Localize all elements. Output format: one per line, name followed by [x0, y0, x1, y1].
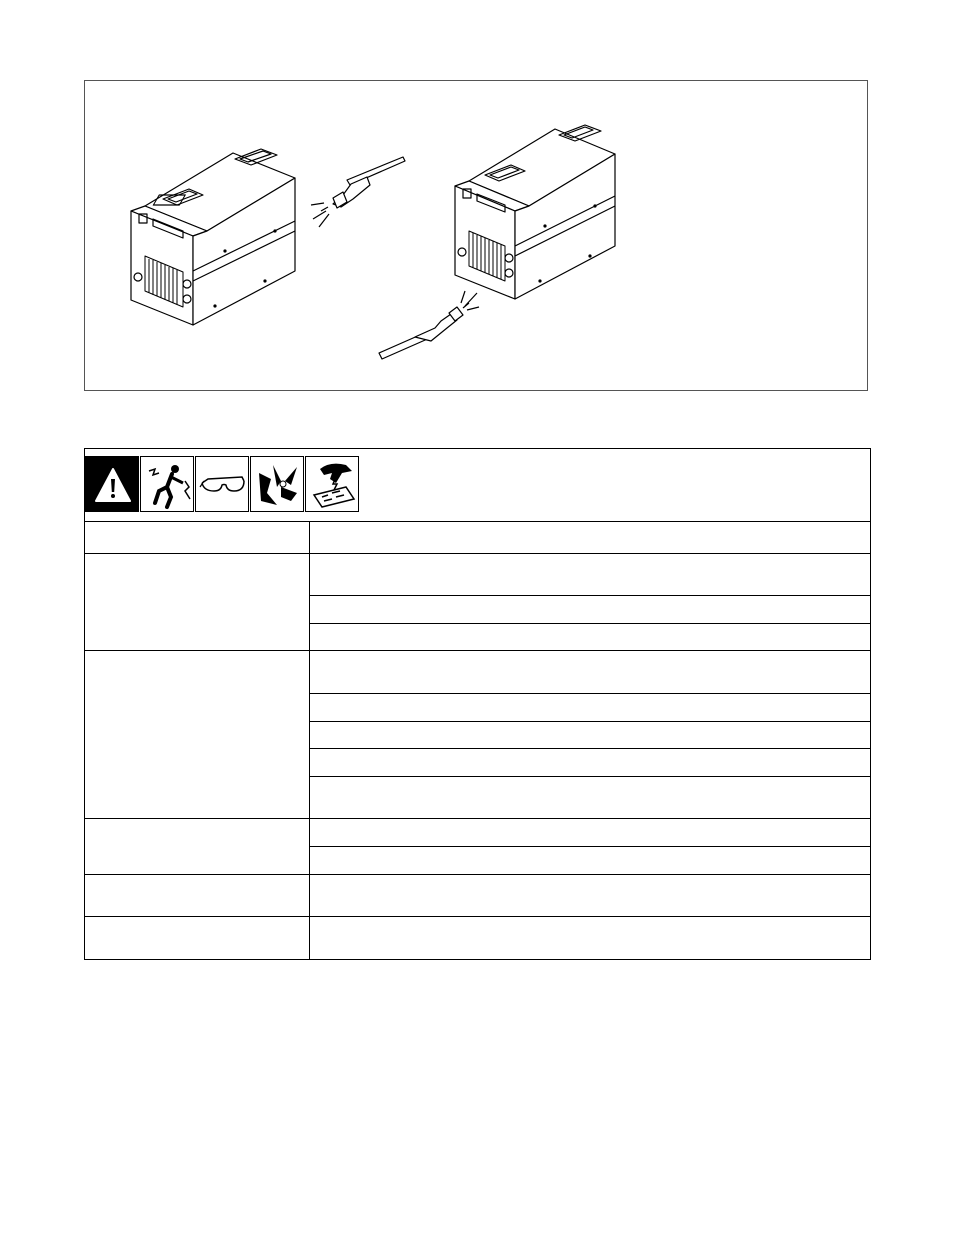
- cell-separator: [310, 595, 870, 596]
- hazard-symbols-row: [85, 449, 870, 522]
- maintenance-table: [84, 448, 871, 960]
- row-separator: [85, 553, 870, 554]
- cell-separator: [310, 776, 870, 777]
- cleaning-illustration: [85, 81, 869, 392]
- cell-separator: [310, 846, 870, 847]
- cell-separator: [310, 623, 870, 624]
- moving-parts-icon: [250, 456, 304, 512]
- row-separator: [85, 650, 870, 651]
- row-separator: [85, 874, 870, 875]
- cell-separator: [310, 693, 870, 694]
- electric-shock-icon: [140, 456, 194, 512]
- warning-triangle-icon: [85, 456, 139, 512]
- column-divider: [309, 522, 310, 959]
- welding-unit-left: [131, 149, 295, 325]
- cell-separator: [310, 748, 870, 749]
- safety-glasses-icon: [195, 456, 249, 512]
- welding-unit-right: [455, 125, 615, 299]
- air-nozzle-right: [379, 291, 479, 359]
- row-separator: [85, 818, 870, 819]
- static-sensitive-icon: [305, 456, 359, 512]
- air-nozzle-left: [311, 157, 405, 227]
- cell-separator: [310, 721, 870, 722]
- cleaning-illustration-frame: [84, 80, 868, 391]
- row-separator: [85, 916, 870, 917]
